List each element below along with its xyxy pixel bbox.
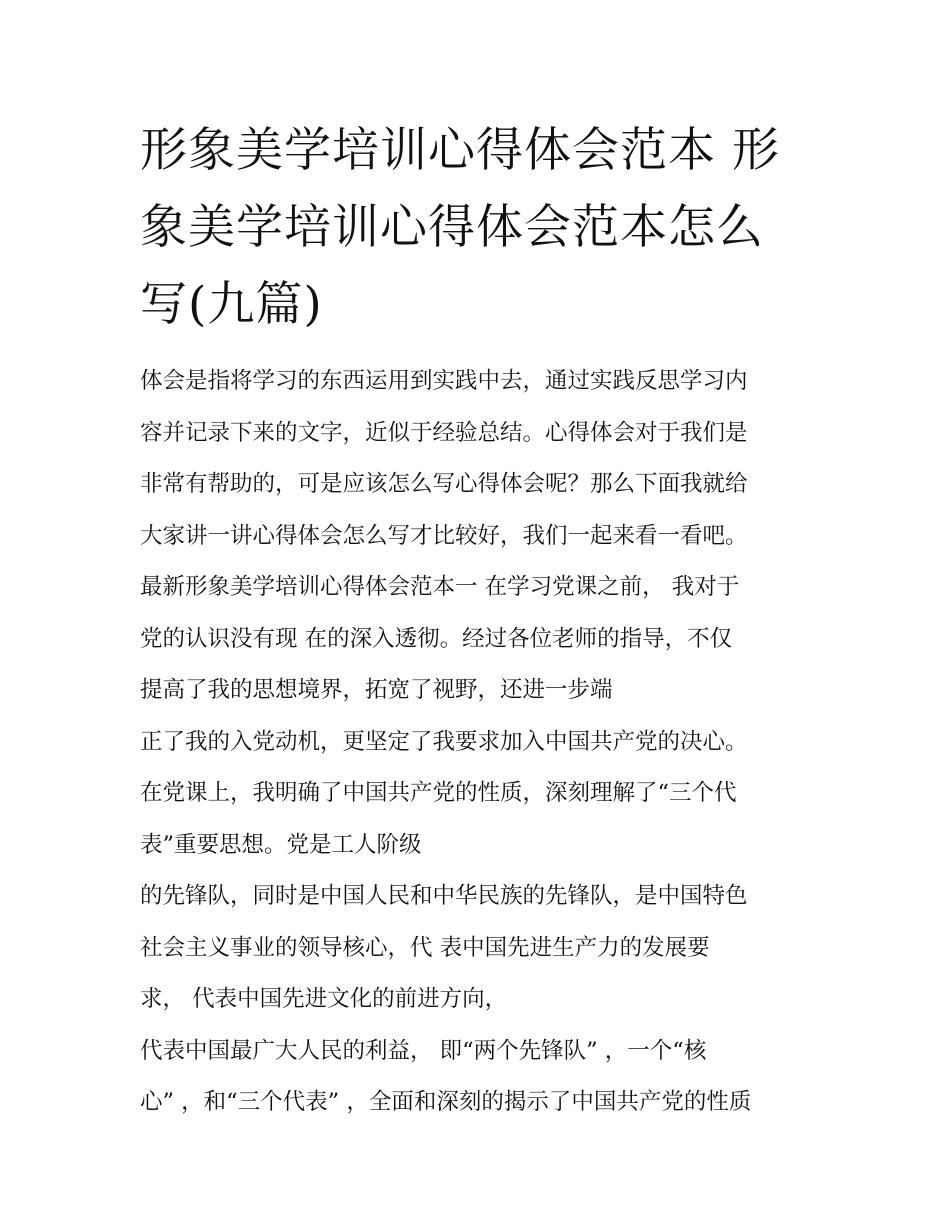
- body-line: 最新形象美学培训心得体会范本一 在学习党课之前， 我对于: [140, 574, 740, 600]
- body-line: 代表中国最广大人民的利益， 即“两个先锋队” ，一个“核: [140, 1037, 707, 1064]
- body-line: 正了我的入党动机，更坚定了我要求加入中国共产党的决心。: [140, 728, 748, 755]
- body-line: 心” ，和“三个代表” ，全面和深刻的揭示了中国共产党的性质: [140, 1089, 752, 1115]
- document-body: [140, 356, 840, 1129]
- title-line: 象美学培训心得体会范本怎么: [140, 200, 764, 255]
- body-line: 在党课上，我明确了中国共产党的性质，深刻理解了“三个代: [140, 780, 737, 806]
- body-line: 非常有帮助的，可是应该怎么写心得体会呢？那么下面我就给: [140, 471, 748, 497]
- body-line: 社会主义事业的领导核心，代 表中国先进生产力的发展要: [140, 934, 710, 961]
- document-title: [140, 112, 820, 343]
- body-line: 党的认识没有现 在的深入透彻。经过各位老师的指导，不仅: [140, 625, 733, 652]
- body-line: 的先锋队，同时是中国人民和中华民族的先锋队，是中国特色: [140, 883, 748, 909]
- body-line: 大家讲一讲心得体会怎么写才比较好，我们一起来看一看吧。: [140, 522, 748, 549]
- body-line: 求， 代表中国先进文化的前进方向，: [140, 986, 508, 1012]
- title-line: 形象美学培训心得体会范本 形: [140, 123, 780, 178]
- body-line: 容并记录下来的文字，近似于经验总结。心得体会对于我们是: [140, 419, 748, 446]
- title-line: 写(九篇): [140, 277, 323, 332]
- body-line: 表”重要思想。党是工人阶级: [140, 831, 422, 858]
- body-line: 体会是指将学习的东西运用到实践中去，通过实践反思学习内: [140, 368, 748, 394]
- body-line: 提高了我的思想境界，拓宽了视野，还进一步端: [140, 677, 613, 703]
